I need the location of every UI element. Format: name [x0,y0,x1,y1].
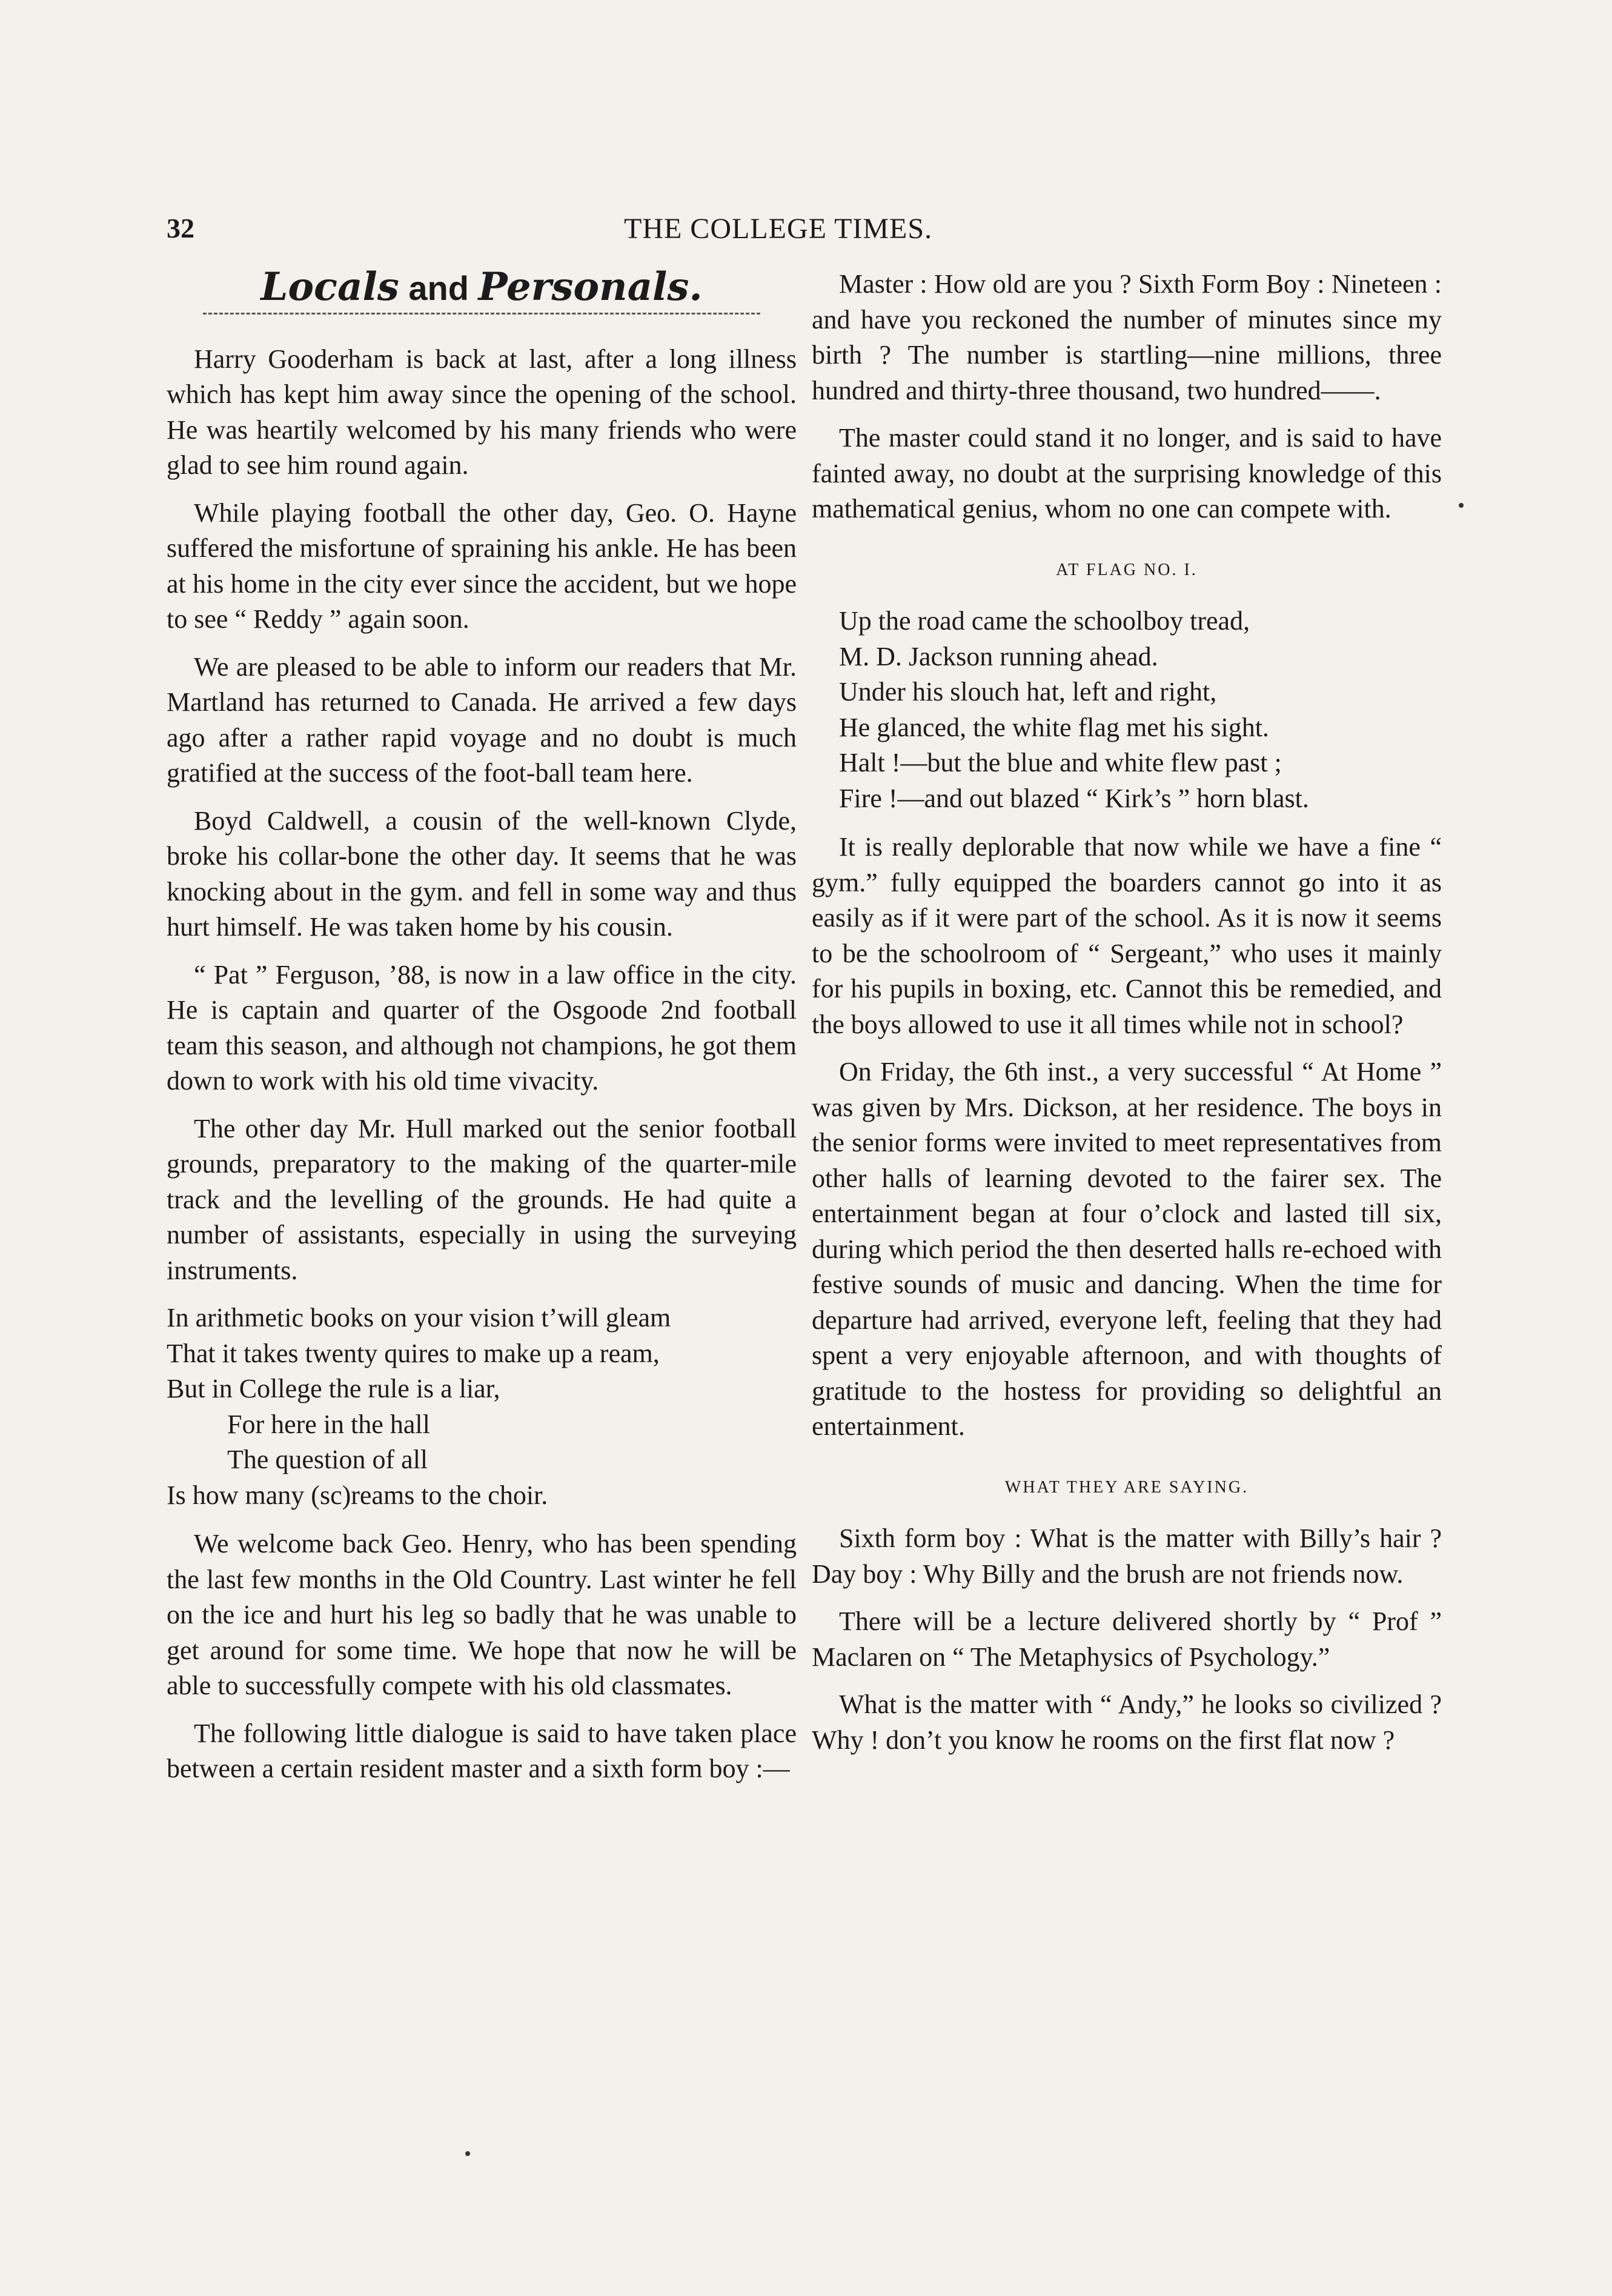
paragraph: It is really deplorable that now while we have a fine “ gym.” fully equipped the boarders cannot go into it as easily as if it were part of the school. As it is now it seems to be the schoolroom of “ Sergeant,” who uses it mainly for his pupils in boxing, etc. Cannot this be remedied, and the boys allowed to use it all times while not in school? [812,832,1442,1039]
paragraph: “ Pat ” Ferguson, ’88, is now in a law office in the city. He is captain and quarter of the Osgoode 2nd football team this season, and although not champions, he got them down to work with his old time vivacity. [167,959,797,1096]
paragraph: There will be a lecture delivered shortly by “ Prof ” Maclaren on “ The Metaphysics of Psychology.” [812,1606,1442,1672]
paragraph: The other day Mr. Hull marked out the senior football grounds, preparatory to the making of the quarter-mile track and the levelling of the grounds. He had quite a number of assistants, especially in using the surveying instruments. [167,1113,797,1285]
paragraph: Sixth form boy : What is the matter with Billy’s hair ? Day boy : Why Billy and the brush are not friends now. [812,1523,1442,1589]
section-title-locals: Locals [260,264,399,310]
section-title-personals: Personals. [478,264,703,310]
subhead-at-flag: AT FLAG NO. I. [1056,560,1198,579]
paragraph: What is the matter with “ Andy,” he looks so civilized ? Why ! don’t you know he rooms on the first flat now ? [812,1689,1442,1755]
stray-ink-dot [465,2151,470,2156]
section-title-and: and [408,269,469,307]
poem-line: Up the road came the schoolboy tread, [839,606,1250,636]
poem-line: That it takes twenty quires to make up a ream, [167,1338,660,1368]
poem-line: Is how many (sc)reams to the choir. [167,1480,548,1510]
paragraph: On Friday, the 6th inst., a very successful “ At Home ” was given by Mrs. Dickson, at her residence. The boys in the senior forms were invited to meet representatives from other halls of learning devoted to the fairer sex. The entertainment began at four o’clock and lasted till six, during which period the then deserted halls re-echoed with festive sounds of music and dancing. When the time for departure had arrived, everyone left, feeling that they had spent a very enjoyable afternoon, and with thoughts of gratitude to the hostess for providing so delightful an entertainment. [812,1057,1442,1441]
poem-line: But in College the rule is a liar, [167,1374,500,1403]
paragraph: We welcome back Geo. Henry, who has been spending the last few months in the Old Country. Last winter he fell on the ice and hurt his leg so badly that he was unable to get around for some time. We hope that now he will be able to successfully compete with his old classmates. [167,1529,797,1700]
poem-line: Halt !—but the blue and white flew past ; [839,748,1282,777]
subhead-what-they-are-saying: WHAT THEY ARE SAYING. [1004,1477,1249,1497]
paragraph: Boyd Caldwell, a cousin of the well-known Clyde, broke his collar-bone the other day. It seems that he was knocking about in the gym. and fell in some way and thus hurt himself. He was taken home by his cousin. [167,805,797,942]
paragraph: Harry Gooderham is back at last, after a long illness which has kept him away since the opening of the school. He was heartily welcomed by his many friends who were glad to see him round again. [167,344,797,480]
poem-line: He glanced, the white flag met his sight. [839,712,1269,742]
poem-line: Fire !—and out blazed “ Kirk’s ” horn blast. [839,783,1309,813]
paragraph: While playing football the other day, Geo. O. Hayne suffered the misfortune of spraining his ankle. He has been at his home in the city ever since the accident, but we hope to see “ Reddy ” again soon. [167,497,797,634]
poem-line: Under his slouch hat, left and right, [839,677,1217,707]
poem-line: For here in the hall [227,1409,430,1439]
paragraph: Master : How old are you ? Sixth Form Boy : Nineteen : and have you reckoned the number of minutes since my birth ? The number is startling—nine millions, three hundred and thirty-three thousand, two hundred——. [812,269,1442,405]
poem-reams [167,1300,797,1513]
poem-line: M. D. Jackson running ahead. [839,641,1158,671]
poem-line: The question of all [227,1445,428,1474]
paragraph: The master could stand it no longer, and is said to have fainted away, no doubt at the surprising knowledge of this mathematical genius, whom no one can compete with. [812,423,1442,524]
stray-ink-dot [1459,503,1464,508]
poem-flag [812,604,1442,816]
left-column [167,264,797,1799]
right-column [812,267,1442,1770]
paragraph: The following little dialogue is said to have taken place between a certain resident master and a sixth form boy :— [167,1718,797,1783]
section-title [167,264,797,310]
title-rule [203,313,760,314]
page-number: 32 [167,213,194,244]
poem-line: In arithmetic books on your vision t’will gleam [167,1303,671,1333]
paragraph: We are pleased to be able to inform our readers that Mr. Martland has returned to Canada. He arrived a few days ago after a rather rapid voyage and no doubt is much gratified at the success of the foot-ball team here. [167,651,797,788]
running-title: THE COLLEGE TIMES. [624,213,933,245]
